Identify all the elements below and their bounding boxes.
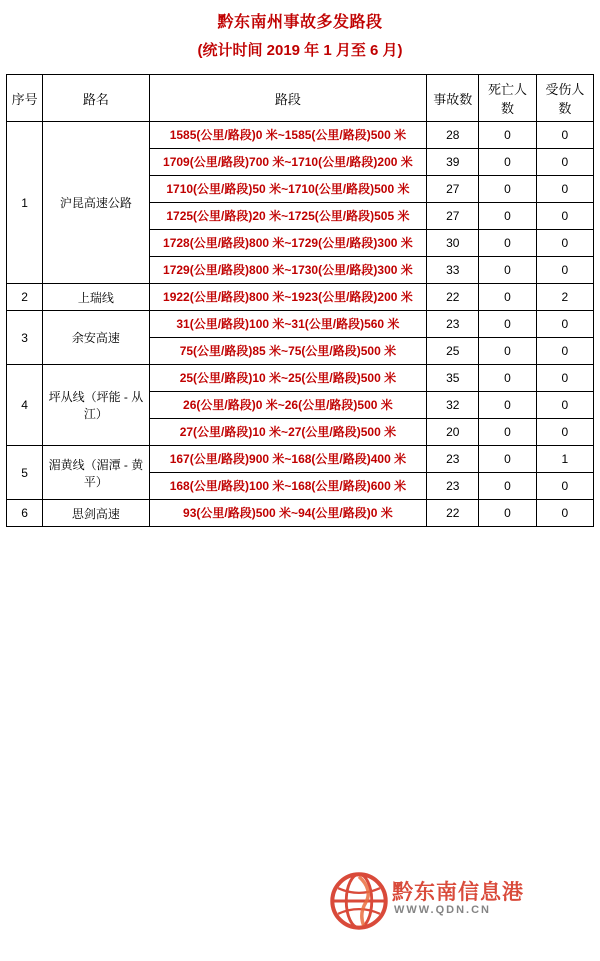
accident-count-cell: 28 xyxy=(427,122,479,149)
death-count-cell: 0 xyxy=(479,311,536,338)
accident-count-cell: 30 xyxy=(427,230,479,257)
row-index-cell: 6 xyxy=(7,500,43,527)
death-count-cell: 0 xyxy=(479,149,536,176)
road-name-cell: 上瑞线 xyxy=(43,284,150,311)
accident-count-cell: 33 xyxy=(427,257,479,284)
table-header-row xyxy=(7,75,594,122)
header-no: 序号 xyxy=(7,75,43,122)
death-count-cell: 0 xyxy=(479,176,536,203)
table-body xyxy=(7,122,594,527)
death-count-cell: 0 xyxy=(479,392,536,419)
injury-count-cell: 0 xyxy=(536,338,593,365)
header-deaths: 死亡人数 xyxy=(479,75,536,122)
injury-count-cell: 0 xyxy=(536,473,593,500)
death-count-cell: 0 xyxy=(479,365,536,392)
injury-count-cell: 0 xyxy=(536,203,593,230)
accident-count-cell: 23 xyxy=(427,311,479,338)
row-index-cell: 1 xyxy=(7,122,43,284)
injury-count-cell: 0 xyxy=(536,230,593,257)
table-row xyxy=(7,365,594,392)
segment-cell: 93(公里/路段)500 米~94(公里/路段)0 米 xyxy=(149,500,426,527)
road-name-cell: 坪从线（坪能 - 从江） xyxy=(43,365,150,446)
table-header xyxy=(7,75,594,122)
accident-count-cell: 20 xyxy=(427,419,479,446)
accident-count-cell: 25 xyxy=(427,338,479,365)
death-count-cell: 0 xyxy=(479,338,536,365)
injury-count-cell: 0 xyxy=(536,311,593,338)
accident-count-cell: 27 xyxy=(427,176,479,203)
injury-count-cell: 1 xyxy=(536,446,593,473)
table-row xyxy=(7,122,594,149)
segment-cell: 1729(公里/路段)800 米~1730(公里/路段)300 米 xyxy=(149,257,426,284)
segment-cell: 1728(公里/路段)800 米~1729(公里/路段)300 米 xyxy=(149,230,426,257)
injury-count-cell: 0 xyxy=(536,149,593,176)
segment-cell: 1709(公里/路段)700 米~1710(公里/路段)200 米 xyxy=(149,149,426,176)
road-name-cell: 沪昆高速公路 xyxy=(43,122,150,284)
header-injuries: 受伤人数 xyxy=(536,75,593,122)
site-watermark xyxy=(330,868,590,938)
injury-count-cell: 0 xyxy=(536,122,593,149)
segment-cell: 75(公里/路段)85 米~75(公里/路段)500 米 xyxy=(149,338,426,365)
accident-count-cell: 39 xyxy=(427,149,479,176)
table-row xyxy=(7,311,594,338)
segment-cell: 1922(公里/路段)800 米~1923(公里/路段)200 米 xyxy=(149,284,426,311)
injury-count-cell: 0 xyxy=(536,365,593,392)
accident-count-cell: 27 xyxy=(427,203,479,230)
row-index-cell: 3 xyxy=(7,311,43,365)
accident-count-cell: 22 xyxy=(427,500,479,527)
table-row xyxy=(7,284,594,311)
header-accidents: 事故数 xyxy=(427,75,479,122)
injury-count-cell: 0 xyxy=(536,176,593,203)
segment-cell: 167(公里/路段)900 米~168(公里/路段)400 米 xyxy=(149,446,426,473)
accident-count-cell: 22 xyxy=(427,284,479,311)
death-count-cell: 0 xyxy=(479,473,536,500)
page-subtitle: (统计时间 2019 年 1 月至 6 月) xyxy=(197,42,403,59)
page-title: 黔东南州事故多发路段 xyxy=(217,14,383,31)
row-index-cell: 2 xyxy=(7,284,43,311)
death-count-cell: 0 xyxy=(479,203,536,230)
table-row xyxy=(7,446,594,473)
injury-count-cell: 2 xyxy=(536,284,593,311)
watermark-url: WWW.QDN.CN xyxy=(394,904,491,916)
globe-logo-icon xyxy=(330,872,388,930)
table-row xyxy=(7,500,594,527)
death-count-cell: 0 xyxy=(479,230,536,257)
road-name-cell: 思剑高速 xyxy=(43,500,150,527)
accident-table xyxy=(6,74,594,527)
injury-count-cell: 0 xyxy=(536,392,593,419)
death-count-cell: 0 xyxy=(479,500,536,527)
injury-count-cell: 0 xyxy=(536,257,593,284)
header-road: 路名 xyxy=(43,75,150,122)
accident-count-cell: 23 xyxy=(427,473,479,500)
segment-cell: 1585(公里/路段)0 米~1585(公里/路段)500 米 xyxy=(149,122,426,149)
segment-cell: 31(公里/路段)100 米~31(公里/路段)560 米 xyxy=(149,311,426,338)
segment-cell: 1710(公里/路段)50 米~1710(公里/路段)500 米 xyxy=(149,176,426,203)
accident-count-cell: 32 xyxy=(427,392,479,419)
segment-cell: 26(公里/路段)0 米~26(公里/路段)500 米 xyxy=(149,392,426,419)
segment-cell: 168(公里/路段)100 米~168(公里/路段)600 米 xyxy=(149,473,426,500)
segment-cell: 25(公里/路段)10 米~25(公里/路段)500 米 xyxy=(149,365,426,392)
segment-cell: 27(公里/路段)10 米~27(公里/路段)500 米 xyxy=(149,419,426,446)
title-block xyxy=(0,0,600,66)
death-count-cell: 0 xyxy=(479,257,536,284)
death-count-cell: 0 xyxy=(479,284,536,311)
death-count-cell: 0 xyxy=(479,122,536,149)
accident-count-cell: 23 xyxy=(427,446,479,473)
header-segment: 路段 xyxy=(149,75,426,122)
row-index-cell: 4 xyxy=(7,365,43,446)
death-count-cell: 0 xyxy=(479,446,536,473)
injury-count-cell: 0 xyxy=(536,419,593,446)
segment-cell: 1725(公里/路段)20 米~1725(公里/路段)505 米 xyxy=(149,203,426,230)
death-count-cell: 0 xyxy=(479,419,536,446)
row-index-cell: 5 xyxy=(7,446,43,500)
watermark-text: 黔东南信息港 xyxy=(392,881,524,904)
accident-count-cell: 35 xyxy=(427,365,479,392)
injury-count-cell: 0 xyxy=(536,500,593,527)
road-name-cell: 湄黄线（湄潭 - 黄平） xyxy=(43,446,150,500)
road-name-cell: 余安高速 xyxy=(43,311,150,365)
